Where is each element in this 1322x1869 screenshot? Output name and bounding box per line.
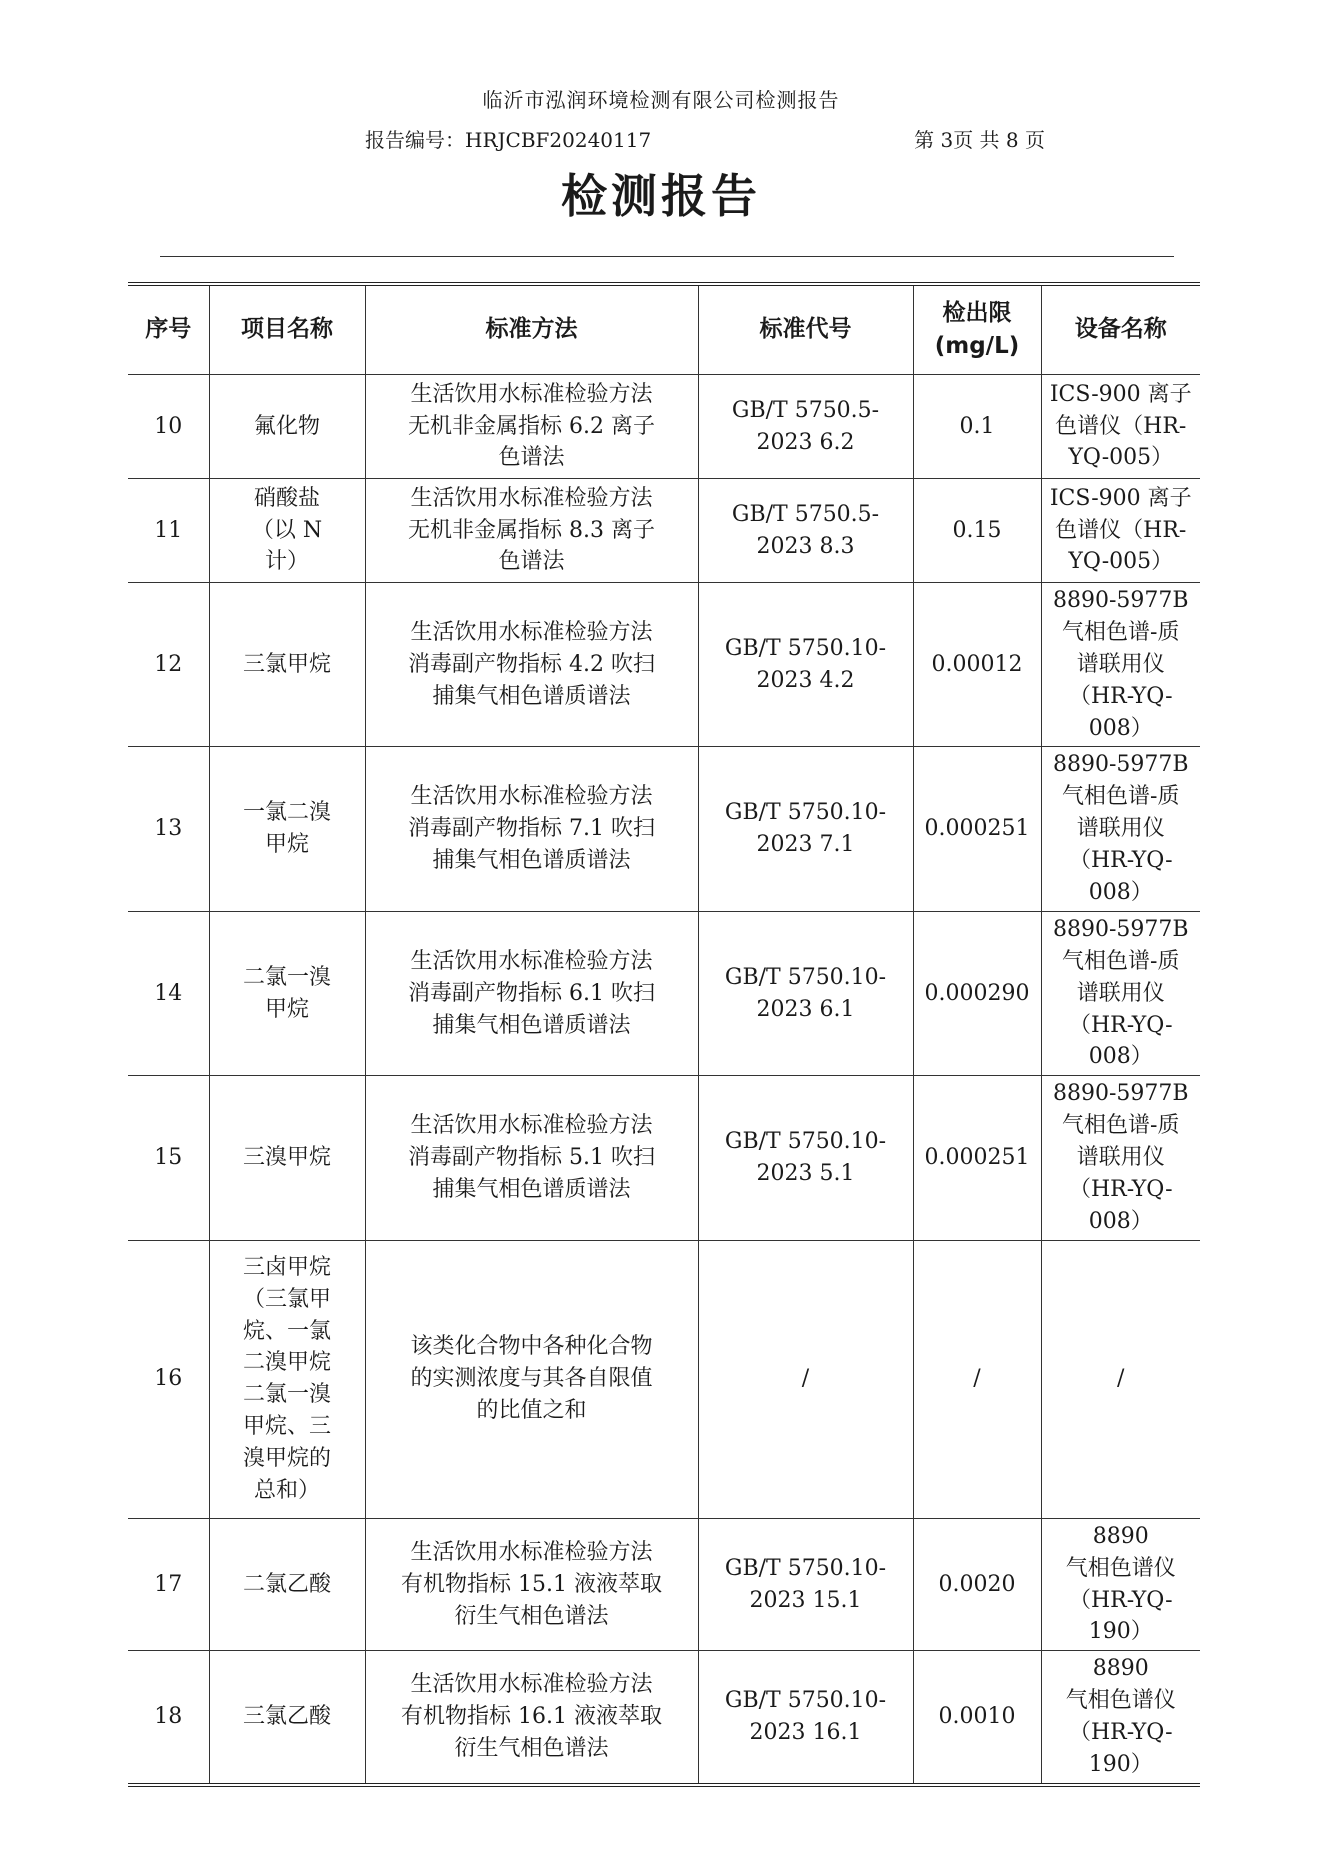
- column-header-limit: 检出限 (mg/L): [913, 284, 1041, 375]
- cell-no: 17: [128, 1518, 209, 1651]
- cell-limit: 0.0020: [913, 1518, 1041, 1651]
- page-number: 第 3页 共 8 页: [914, 128, 1045, 152]
- cell-method: 生活饮用水标准检验方法 有机物指标 15.1 液液萃取 衍生气相色谱法: [365, 1518, 698, 1651]
- cell-code: GB/T 5750.10- 2023 6.1: [698, 911, 913, 1075]
- cell-item: 三卤甲烷 （三氯甲 烷、一氯 二溴甲烷 二氯一溴 甲烷、三 溴甲烷的 总和）: [209, 1240, 365, 1518]
- title-divider: [160, 256, 1174, 257]
- cell-equipment: ICS-900 离子 色谱仪（HR- YQ-005）: [1041, 375, 1200, 479]
- table-row: [128, 1240, 1200, 1518]
- cell-code: GB/T 5750.5- 2023 6.2: [698, 375, 913, 479]
- cell-item: 二氯乙酸: [209, 1518, 365, 1651]
- cell-limit: 0.000251: [913, 747, 1041, 911]
- cell-limit: 0.15: [913, 479, 1041, 583]
- cell-limit: 0.1: [913, 375, 1041, 479]
- table-row: [128, 747, 1200, 911]
- cell-no: 16: [128, 1240, 209, 1518]
- table-row: [128, 1651, 1200, 1785]
- table-row: [128, 583, 1200, 747]
- cell-equipment: 8890-5977B 气相色谱-质 谱联用仪 （HR-YQ- 008）: [1041, 911, 1200, 1075]
- cell-code: GB/T 5750.10- 2023 7.1: [698, 747, 913, 911]
- cell-item: 一氯二溴 甲烷: [209, 747, 365, 911]
- table-row: [128, 911, 1200, 1075]
- table-row: [128, 375, 1200, 479]
- cell-no: 15: [128, 1076, 209, 1240]
- cell-no: 13: [128, 747, 209, 911]
- cell-no: 10: [128, 375, 209, 479]
- cell-limit: 0.000290: [913, 911, 1041, 1075]
- column-header-code: 标准代号: [698, 284, 913, 375]
- cell-method: 生活饮用水标准检验方法 无机非金属指标 8.3 离子 色谱法: [365, 479, 698, 583]
- cell-equipment: 8890-5977B 气相色谱-质 谱联用仪 （HR-YQ- 008）: [1041, 583, 1200, 747]
- cell-item: 氟化物: [209, 375, 365, 479]
- column-header-equipment: 设备名称: [1041, 284, 1200, 375]
- cell-limit: 0.00012: [913, 583, 1041, 747]
- detection-method-table: [128, 282, 1200, 1787]
- cell-method: 生活饮用水标准检验方法 消毒副产物指标 5.1 吹扫 捕集气相色谱质谱法: [365, 1076, 698, 1240]
- cell-code: GB/T 5750.5- 2023 8.3: [698, 479, 913, 583]
- cell-item: 三氯乙酸: [209, 1651, 365, 1785]
- cell-item: 硝酸盐 （以 N 计）: [209, 479, 365, 583]
- cell-equipment: ICS-900 离子 色谱仪（HR- YQ-005）: [1041, 479, 1200, 583]
- cell-no: 11: [128, 479, 209, 583]
- cell-method: 生活饮用水标准检验方法 消毒副产物指标 4.2 吹扫 捕集气相色谱质谱法: [365, 583, 698, 747]
- cell-code: GB/T 5750.10- 2023 15.1: [698, 1518, 913, 1651]
- cell-no: 14: [128, 911, 209, 1075]
- cell-no: 18: [128, 1651, 209, 1785]
- cell-code: GB/T 5750.10- 2023 16.1: [698, 1651, 913, 1785]
- page-title: 检测报告: [561, 169, 761, 223]
- table-header-row: [128, 284, 1200, 375]
- cell-no: 12: [128, 583, 209, 747]
- cell-equipment: /: [1041, 1240, 1200, 1518]
- cell-equipment: 8890-5977B 气相色谱-质 谱联用仪 （HR-YQ- 008）: [1041, 1076, 1200, 1240]
- table-row: [128, 1518, 1200, 1651]
- column-header-method: 标准方法: [365, 284, 698, 375]
- cell-limit: 0.0010: [913, 1651, 1041, 1785]
- cell-code: /: [698, 1240, 913, 1518]
- table-row: [128, 1076, 1200, 1240]
- cell-equipment: 8890 气相色谱仪 （HR-YQ- 190）: [1041, 1651, 1200, 1785]
- column-header-item: 项目名称: [209, 284, 365, 375]
- cell-equipment: 8890-5977B 气相色谱-质 谱联用仪 （HR-YQ- 008）: [1041, 747, 1200, 911]
- cell-item: 三溴甲烷: [209, 1076, 365, 1240]
- cell-code: GB/T 5750.10- 2023 5.1: [698, 1076, 913, 1240]
- column-header-no: 序号: [128, 284, 209, 375]
- cell-limit: 0.000251: [913, 1076, 1041, 1240]
- cell-item: 二氯一溴 甲烷: [209, 911, 365, 1075]
- cell-method: 生活饮用水标准检验方法 消毒副产物指标 6.1 吹扫 捕集气相色谱质谱法: [365, 911, 698, 1075]
- cell-limit: /: [913, 1240, 1041, 1518]
- company-report-header: 临沂市泓润环境检测有限公司检测报告: [482, 88, 840, 112]
- cell-method: 生活饮用水标准检验方法 无机非金属指标 6.2 离子 色谱法: [365, 375, 698, 479]
- cell-code: GB/T 5750.10- 2023 4.2: [698, 583, 913, 747]
- report-number: 报告编号：HRJCBF20240117: [365, 128, 652, 152]
- cell-equipment: 8890 气相色谱仪 （HR-YQ- 190）: [1041, 1518, 1200, 1651]
- table-row: [128, 479, 1200, 583]
- cell-item: 三氯甲烷: [209, 583, 365, 747]
- cell-method: 生活饮用水标准检验方法 消毒副产物指标 7.1 吹扫 捕集气相色谱质谱法: [365, 747, 698, 911]
- cell-method: 该类化合物中各种化合物 的实测浓度与其各自限值 的比值之和: [365, 1240, 698, 1518]
- cell-method: 生活饮用水标准检验方法 有机物指标 16.1 液液萃取 衍生气相色谱法: [365, 1651, 698, 1785]
